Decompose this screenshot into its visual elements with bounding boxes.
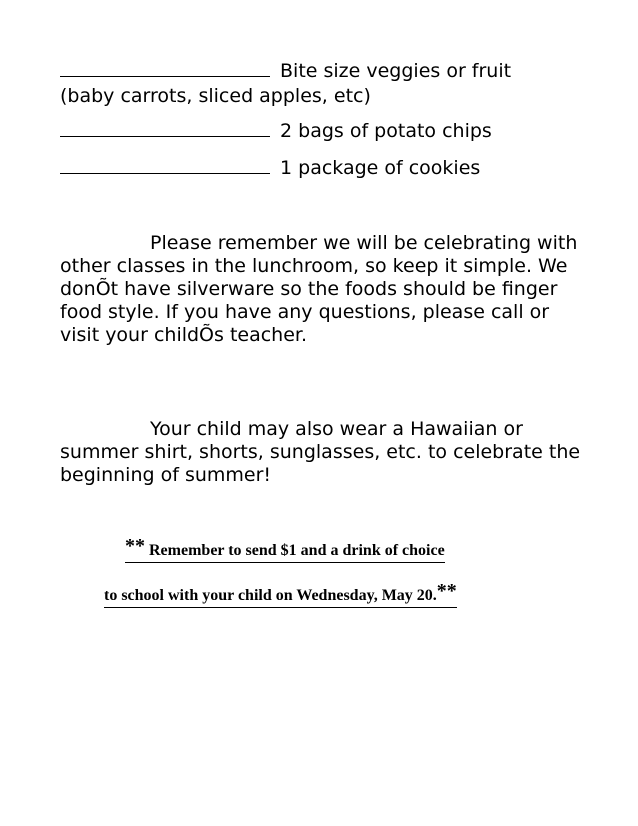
list-item-veggies-detail	[60, 85, 371, 107]
list-item-text: 2 bags of potato chips	[280, 120, 492, 142]
list-item-veggies	[60, 60, 511, 82]
list-item-cookies	[60, 157, 480, 179]
paragraph-lunchroom	[60, 232, 585, 347]
reminder-text-2: to school with your child on Wednesday, May 20.	[104, 587, 437, 604]
reminder-text-1: Remember to send $1 and a drink of choice	[145, 542, 445, 559]
paragraph-hawaiian	[60, 418, 585, 487]
reminder-line-1	[125, 535, 445, 563]
paragraph-text: Your child may also wear a Hawaiian or summer shirt, shorts, sunglasses, etc. to celebrate the beginning of summer!	[60, 418, 581, 486]
list-item-text: 1 package of cookies	[280, 157, 481, 179]
reminder-line-2	[104, 580, 457, 608]
fill-in-blank	[60, 157, 270, 174]
stars-close: **	[436, 580, 457, 602]
list-item-detail-text: (baby carrots, sliced apples, etc)	[60, 85, 371, 107]
stars-open: **	[125, 535, 145, 557]
list-item-text: Bite size veggies or fruit	[280, 60, 512, 82]
paragraph-text: Please remember we will be celebrating with other classes in the lunchroom, so keep it simple. We donÕt have silverware so the foods should be finger food style. If you have any questions, please call or visit your childÕs teacher.	[60, 232, 578, 346]
list-item-chips	[60, 120, 492, 142]
fill-in-blank	[60, 120, 270, 137]
fill-in-blank	[60, 60, 270, 77]
